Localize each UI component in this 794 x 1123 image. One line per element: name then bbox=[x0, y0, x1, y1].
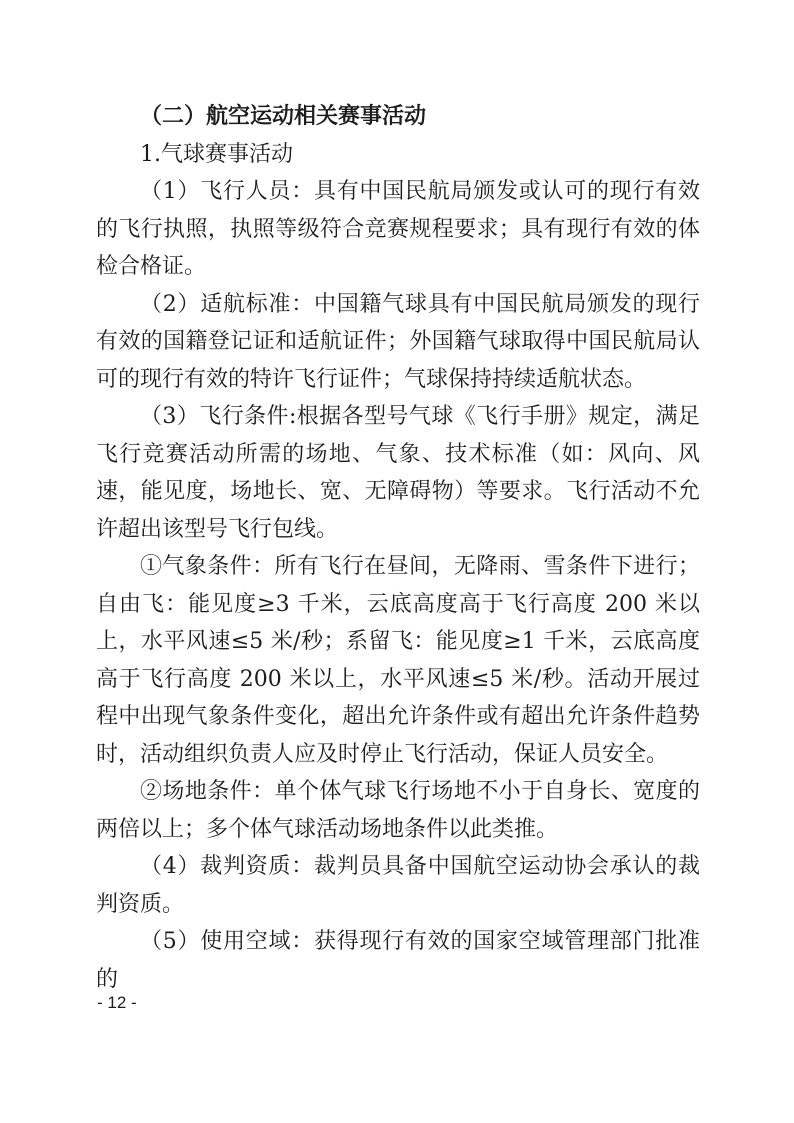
paragraph-airspace-use: （5）使用空域：获得现行有效的国家空域管理部门批准的 bbox=[96, 929, 700, 992]
document-body bbox=[96, 98, 700, 998]
paragraph-referee-qualification: （4）裁判资质：裁判员具备中国航空运动协会承认的裁判资质。 bbox=[96, 854, 700, 917]
paragraph-airworthiness: （2）适航标准：中国籍气球具有中国民航局颁发的现行有效的国籍登记证和适航证件；外国籍气球取得中国民航局认可的现行有效的特许飞行证件；气球保持持续适航状态。 bbox=[96, 291, 700, 392]
paragraph-flight-personnel: （1）飞行人员：具有中国民航局颁发或认可的现行有效的飞行执照，执照等级符合竞赛规程要求；具有现行有效的体检合格证。 bbox=[96, 179, 700, 279]
paragraph-flight-conditions: （3）飞行条件:根据各型号气球《飞行手册》规定，满足飞行竞赛活动所需的场地、气象、技术标准（如：风向、风速，能见度，场地长、宽、无障碍物）等要求。飞行活动不允许超出该型号飞行包线。 bbox=[96, 404, 700, 542]
page-number: - 12 - bbox=[97, 993, 137, 1012]
section-heading: （二）航空运动相关赛事活动 bbox=[140, 103, 427, 129]
paragraph-site-conditions: ②场地条件：单个体气球飞行场地不小于自身长、宽度的两倍以上；多个体气球活动场地条件以此类推。 bbox=[96, 779, 700, 842]
paragraph-weather-conditions: ①气象条件：所有飞行在昼间，无降雨、雪条件下进行；自由飞：能见度≥3 千米，云底高度高于飞行高度 200 米以上，水平风速≤5 米/秒；系留飞：能见度≥1 千米，云底高度高于飞行高度 200 米以上，水平风速≤5 米/秒。活动开展过程中出现气象条件变化，超出允许条件或有超出允许条件趋势时，活动组织负责人应及时停止飞行活动，保证人员安全。 bbox=[96, 554, 700, 767]
subsection-heading: 1.气球赛事活动 bbox=[140, 141, 293, 167]
